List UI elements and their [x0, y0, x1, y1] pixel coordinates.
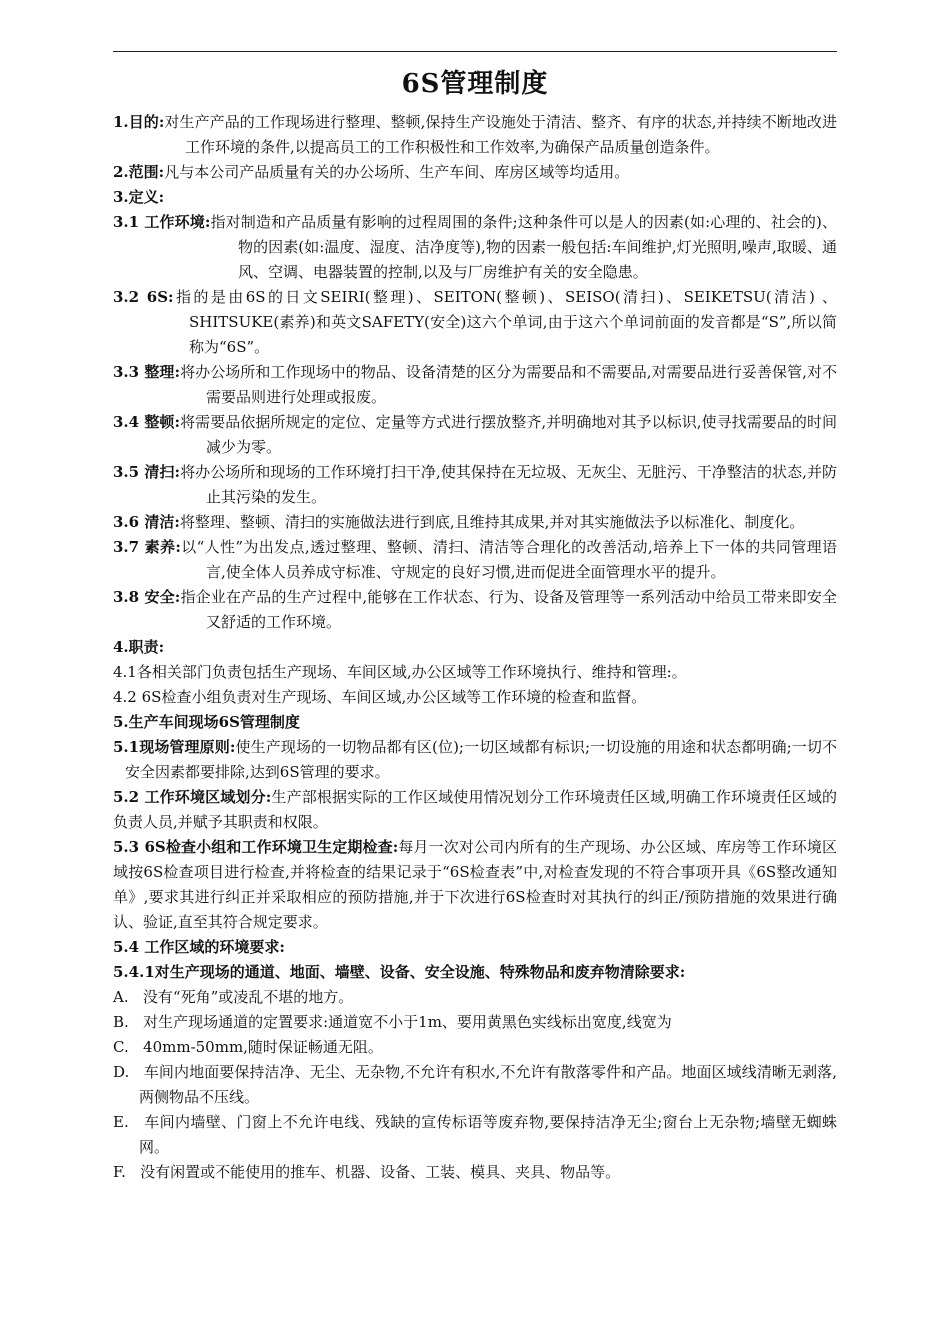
- definition-text: 指对制造和产品质量有影响的过程周围的条件;这种条件可以是人的因素(如:心理的、社会的)、物的因素(如:温度、湿度、洁净度等),物的因素一般包括:车间维护,灯光照明,噪声,取暖、通风、空调、电器装置的控制,以及与厂房维护有关的安全隐患。: [210, 213, 837, 281]
- definition-text: 将需要品依据所规定的定位、定量等方式进行摆放整齐,并明确地对其予以标识,使寻找需要品的时间减少为零。: [180, 413, 838, 456]
- definition-label: 3.1 工作环境:: [113, 213, 211, 231]
- definition-seiketsu: [113, 510, 837, 535]
- definition-seiso: [113, 460, 837, 510]
- list-marker: C.: [113, 1038, 129, 1056]
- definition-text: 以“人性”为出发点,透过整理、整顿、清扫、清洁等合理化的改善活动,培养上下一体的共同管理语言,使全体人员养成守标准、守规定的良好习惯,进而促进全面管理水平的提升。: [180, 538, 837, 581]
- list-text: 没有闲置或不能使用的推车、机器、设备、工装、模具、夹具、物品等。: [140, 1163, 621, 1181]
- list-item: [113, 985, 837, 1010]
- definition-seiton: [113, 410, 837, 460]
- list-item: [113, 1035, 837, 1060]
- definition-label: 3.3 整理:: [113, 363, 181, 381]
- list-marker: E.: [113, 1113, 129, 1131]
- section-definitions: [113, 185, 837, 210]
- rule-label: 5.2 工作环境区域划分:: [113, 788, 272, 806]
- responsibility-4-1: 4.1各相关部门负责包括生产现场、车间区域,办公区域等工作环境执行、维持和管理:。: [113, 663, 687, 681]
- definition-text: 将整理、整顿、清扫的实施做法进行到底,且维持其成果,并对其实施做法予以标准化、制度化。: [179, 513, 805, 531]
- rule-label: 5.3 6S检查小组和工作环境卫生定期检查:: [113, 838, 399, 856]
- list-text: 对生产现场通道的定置要求:通道宽不小于1m、要用黄黑色实线标出宽度,线宽为: [143, 1013, 672, 1031]
- list-item: [113, 1110, 837, 1160]
- list-item: [113, 1060, 837, 1110]
- list-marker: A.: [113, 988, 129, 1006]
- definition-text: 将办公场所和现场的工作环境打扫干净,使其保持在无垃圾、无灰尘、无脏污、干净整洁的状态,并防止其污染的发生。: [180, 463, 838, 506]
- section-workshop-6s: 5.生产车间现场6S管理制度: [113, 713, 300, 731]
- section-responsibilities: [113, 635, 837, 660]
- definition-6s: [113, 285, 837, 360]
- section-label: 4.职责:: [113, 638, 165, 656]
- document-body: [113, 110, 837, 1185]
- section-label: 2.范围:: [113, 163, 165, 181]
- rule-5-2: [113, 785, 837, 835]
- section-purpose: [113, 110, 837, 160]
- definition-text: 指的是由6S的日文SEIRI(整理)、SEITON(整顿)、SEISO(清扫)、SEIKETSU(清洁) 、SHITSUKE(素养)和英文SAFETY(安全)这六个单词,由于这六个单词前面的发音都是“S”,所以简称为“6S”。: [173, 288, 837, 356]
- document-title: 6S管理制度: [401, 69, 549, 99]
- list-marker: B.: [113, 1013, 129, 1031]
- definition-seiri: [113, 360, 837, 410]
- list-marker: D.: [113, 1063, 130, 1081]
- section-text: 对生产产品的工作现场进行整理、整顿,保持生产设施处于清洁、整齐、有序的状态,并持续不断地改进工作环境的条件,以提高员工的工作积极性和工作效率,为确保产品质量创造条件。: [164, 113, 837, 156]
- rule-5-4: 5.4 工作区域的环境要求:: [113, 938, 285, 956]
- list-text: 车间内墙壁、门窗上不允许电线、残缺的宣传标语等废弃物,要保持洁净无尘;窗台上无杂物;墙壁无蜘蛛网。: [139, 1113, 837, 1156]
- header-rule: [113, 51, 837, 52]
- rule-text: 每月一次对公司内所有的生产现场、办公区域、库房等工作环境区域按6S检查项目进行检查,并将检查的结果记录于“6S检查表”中,对检查发现的不符合事项开具《6S整改通知单》,要求其进行纠正并采取相应的预防措施,并于下次进行6S检查时对其执行的纠正/预防措施的效果进行确认、验证,直至其符合规定要求。: [113, 838, 837, 931]
- definition-text: 将办公场所和工作现场中的物品、设备清楚的区分为需要品和不需要品,对需要品进行妥善保管,对不需要品则进行处理或报废。: [180, 363, 838, 406]
- list-text: 车间内地面要保持洁净、无尘、无杂物,不允许有积水,不允许有散落零件和产品。地面区域线清晰无剥落,两侧物品不压线。: [139, 1063, 837, 1106]
- list-text: 40mm-50mm,随时保证畅通无阻。: [143, 1038, 383, 1056]
- section-label: 3.定义:: [113, 188, 165, 206]
- rule-label: 5.1现场管理原则:: [113, 738, 236, 756]
- section-scope: [113, 160, 837, 185]
- list-item: [113, 1160, 837, 1185]
- definition-label: 3.8 安全:: [113, 588, 181, 606]
- definition-label: 3.5 清扫:: [113, 463, 181, 481]
- rule-text: 生产部根据实际的工作区域使用情况划分工作环境责任区域,明确工作环境责任区域的负责人员,并赋予其职责和权限。: [113, 788, 837, 831]
- section-label: 1.目的:: [113, 113, 165, 131]
- definition-label: 3.7 素养:: [113, 538, 181, 556]
- responsibility-4-2: 4.2 6S检查小组负责对生产现场、车间区域,办公区域等工作环境的检查和监督。: [113, 688, 647, 706]
- rule-5-4-1: 5.4.1对生产现场的通道、地面、墙壁、设备、安全设施、特殊物品和废弃物清除要求:: [113, 963, 686, 981]
- definition-work-environment: [113, 210, 837, 285]
- rule-5-1: [113, 735, 837, 785]
- definition-safety: [113, 585, 837, 635]
- definition-text: 指企业在产品的生产过程中,能够在工作状态、行为、设备及管理等一系列活动中给员工带来即安全又舒适的工作环境。: [180, 588, 837, 631]
- definition-label: 3.2 6S:: [113, 288, 174, 306]
- definition-shitsuke: [113, 535, 837, 585]
- list-marker: F.: [113, 1163, 126, 1181]
- definition-label: 3.4 整顿:: [113, 413, 181, 431]
- list-text: 没有“死角”或凌乱不堪的地方。: [142, 988, 354, 1006]
- section-text: 凡与本公司产品质量有关的办公场所、生产车间、库房区域等均适用。: [164, 163, 630, 181]
- rule-5-3: [113, 835, 837, 935]
- rule-text: 使生产现场的一切物品都有区(位);一切区域都有标识;一切设施的用途和状态都明确;一切不安全因素都要排除,达到6S管理的要求。: [125, 738, 837, 781]
- definition-label: 3.6 清洁:: [113, 513, 180, 531]
- list-item: [113, 1010, 837, 1035]
